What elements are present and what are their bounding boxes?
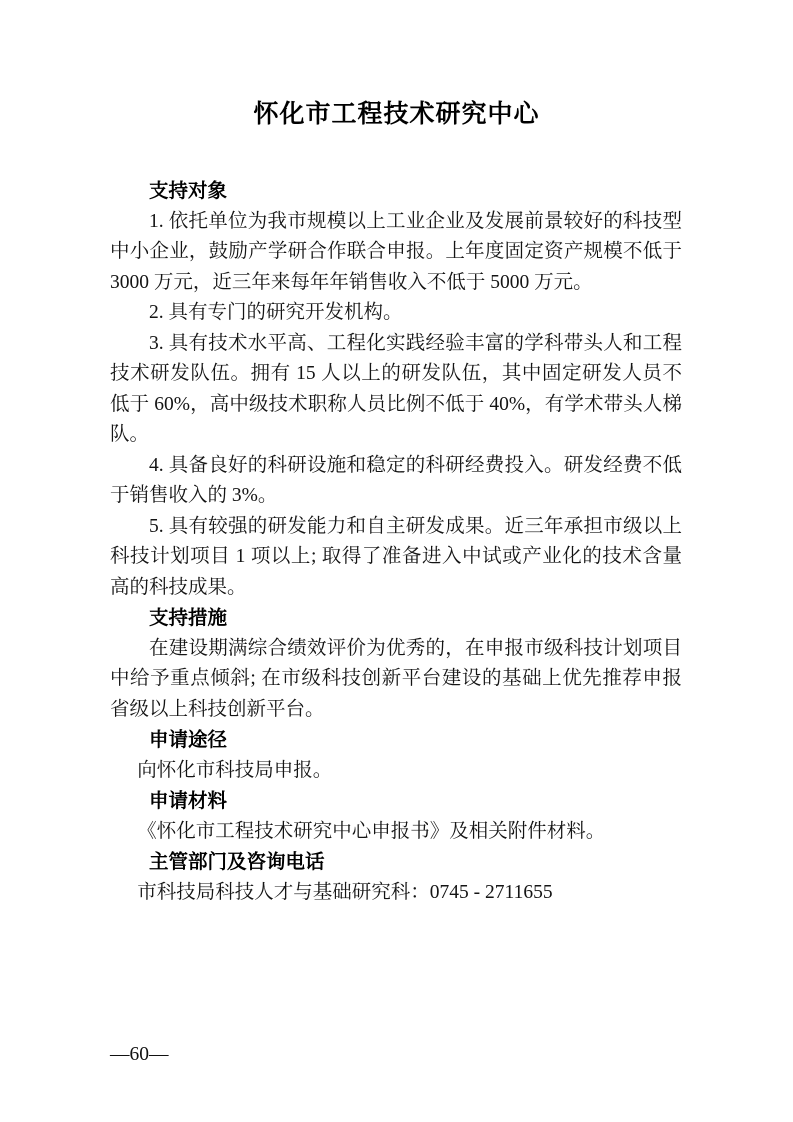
section-support-measures [110, 603, 682, 725]
contact-phone-line: 市科技局科技人才与基础研究科：0745 - 2711655 [137, 881, 553, 903]
section-contact [110, 847, 682, 908]
section-application-materials [110, 786, 682, 847]
paragraph: 《怀化市工程技术研究中心申报书》及相关附件材料。 [137, 820, 606, 842]
page-title: 怀化市工程技术研究中心 [253, 101, 540, 128]
paragraph: 3. 具有技术水平高、工程化实践经验丰富的学科带头人和工程技术研发队伍。拥有 15 人以上的研发队伍，其中固定研发人员不低于 60%，高中级技术职称人员比例不低于 40%，有学术带头人梯队。 [110, 332, 682, 445]
section-heading-contact: 主管部门及咨询电话 [149, 851, 325, 873]
section-support-targets [110, 176, 682, 603]
section-heading-application-channel: 申请途径 [149, 729, 228, 751]
section-heading-application-materials: 申请材料 [149, 790, 228, 812]
paragraph: 2. 具有专门的研究开发机构。 [149, 302, 403, 323]
paragraph: 向怀化市科技局申报。 [137, 759, 333, 781]
document-body [110, 131, 682, 908]
paragraph: 在建设期满综合绩效评价为优秀的，在申报市级科技计划项目中给予重点倾斜; 在市级科技创新平台建设的基础上优先推荐申报省级以上科技创新平台。 [110, 637, 682, 720]
paragraph: 5. 具有较强的研发能力和自主研发成果。近三年承担市级以上科技计划项目 1 项以上; 取得了准备进入中试或产业化的技术含量高的科技成果。 [110, 515, 682, 598]
section-heading-support-targets: 支持对象 [149, 180, 228, 202]
section-heading-support-measures: 支持措施 [149, 607, 228, 629]
section-application-channel [110, 725, 682, 786]
page-number: —60— [110, 1044, 169, 1065]
paragraph: 4. 具备良好的科研设施和稳定的科研经费投入。研发经费不低于销售收入的 3%。 [110, 454, 682, 506]
paragraph: 1. 依托单位为我市规模以上工业企业及发展前景较好的科技型中小企业，鼓励产学研合作联合申报。上年度固定资产规模不低于 3000 万元，近三年来每年年销售收入不低于 5000 万元。 [110, 210, 682, 293]
